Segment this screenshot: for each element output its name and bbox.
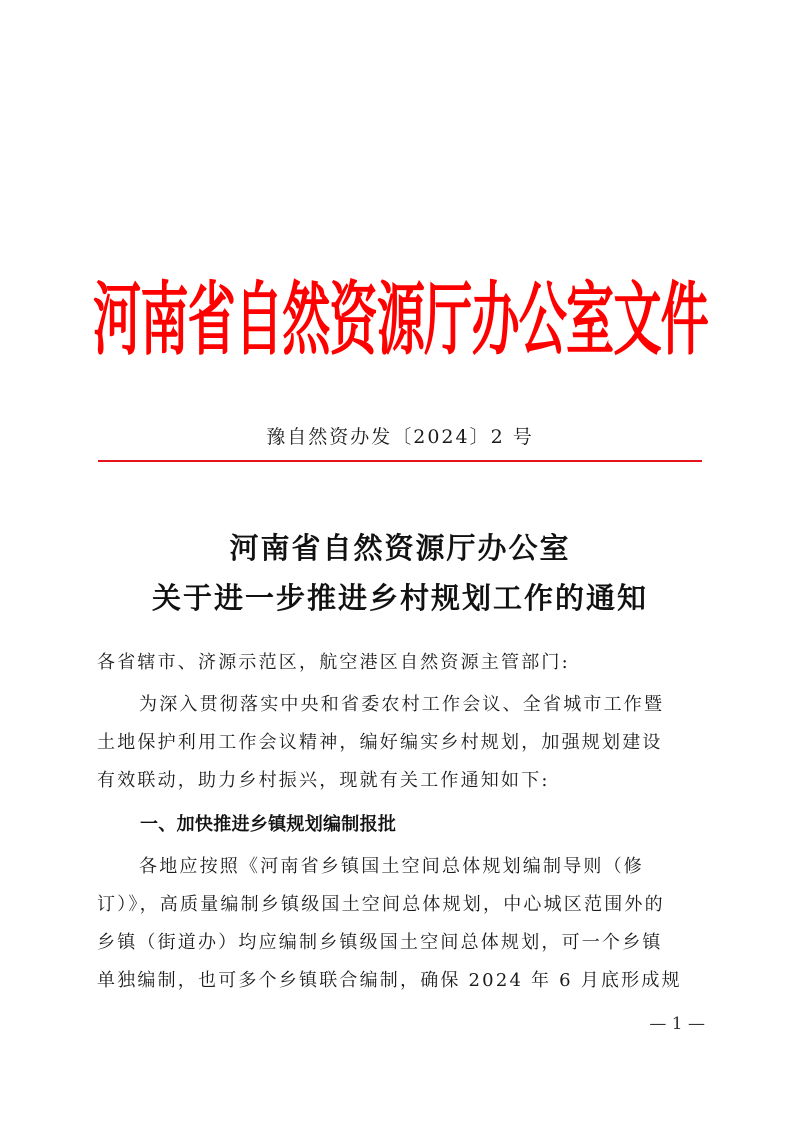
section-paragraph-line: 订）》，高质量编制乡镇级国土空间总体规划，中心城区范围外的 [97, 894, 665, 915]
addressee-line: 各省辖市、济源示范区，航空港区自然资源主管部门: [97, 652, 570, 673]
intro-paragraph-line: 土地保护利用工作会议精神，编好编实乡村规划，加强规划建设 [97, 732, 663, 753]
intro-paragraph-line: 为深入贯彻落实中央和省委农村工作会议、全省城市工作暨 [139, 694, 665, 715]
document-number: 豫自然资办发〔2024〕2 号 [266, 426, 534, 448]
section-heading-1: 一、加快推进乡镇规划编制报批 [140, 814, 397, 835]
intro-paragraph-line: 有效联动，助力乡村振兴，现就有关工作通知如下: [97, 770, 550, 791]
section-paragraph-line: 乡镇（街道办）均应编制乡镇级国土空间总体规划，可一个乡镇 [97, 932, 663, 953]
section-paragraph-line: 各地应按照《河南省乡镇国土空间总体规划编制导则（修 [139, 856, 644, 877]
section-paragraph-line: 单独编制，也可多个乡镇联合编制，确保 2024 年 6 月底形成规 [97, 970, 682, 991]
document-title-line-1: 河南省自然资源厅办公室 [229, 531, 571, 565]
red-divider-rule [98, 460, 702, 462]
page-number: — 1 — [649, 1014, 705, 1034]
issuer-banner-text: 河南省自然资源厅办公室文件 [92, 273, 708, 367]
document-title-line-2: 关于进一步推进乡村规划工作的通知 [151, 581, 648, 615]
issuer-banner [92, 270, 708, 370]
